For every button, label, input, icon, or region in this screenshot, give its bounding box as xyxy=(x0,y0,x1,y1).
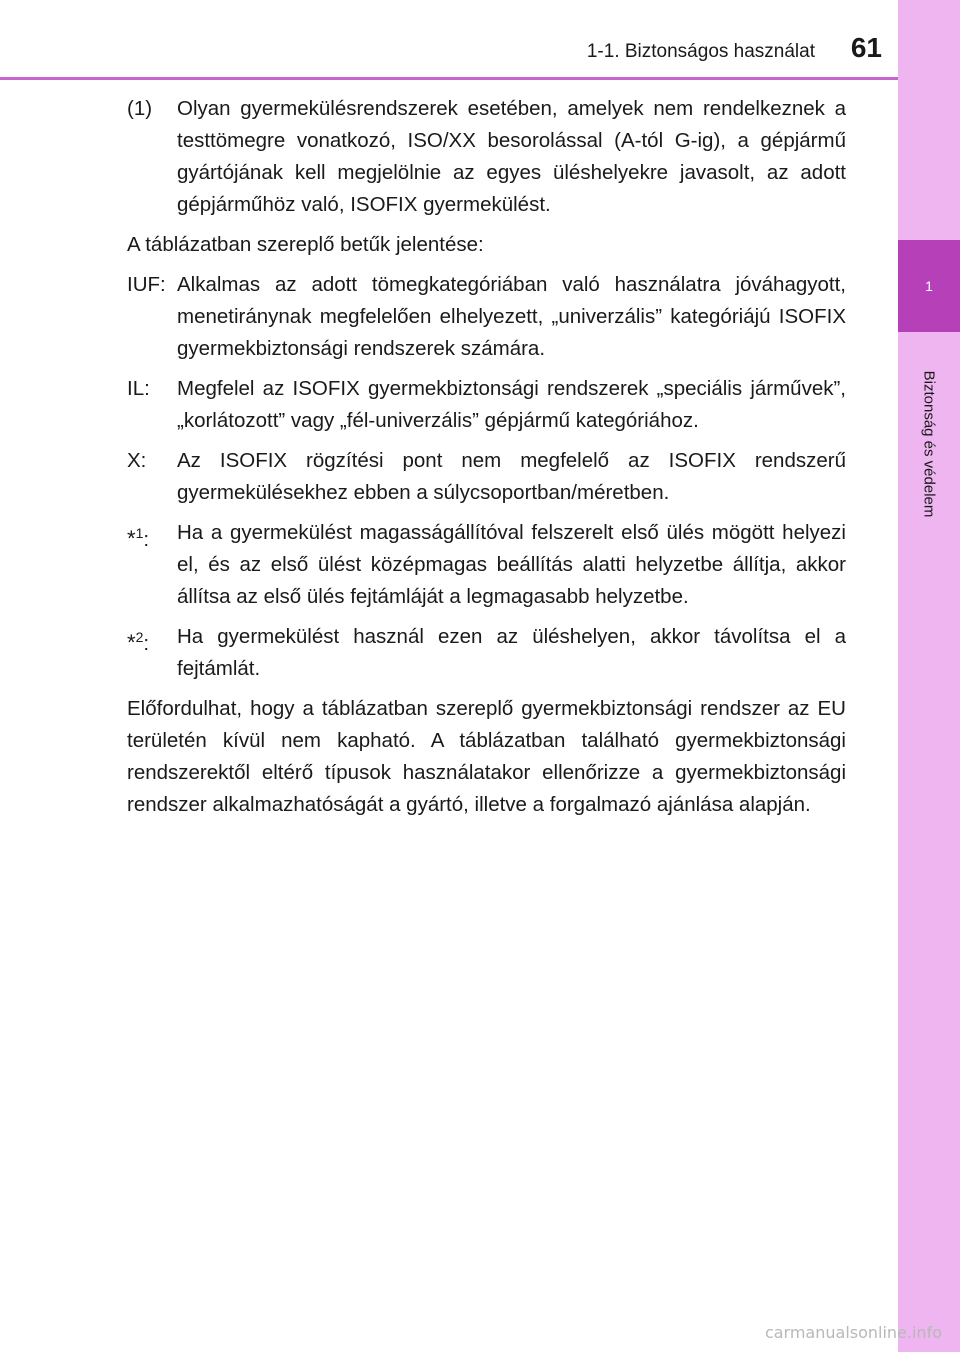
watermark: carmanualsonline.info xyxy=(764,1323,942,1342)
footnote-colon: : xyxy=(143,632,150,655)
chapter-number: 1 xyxy=(925,278,933,294)
legend-item-x xyxy=(127,445,846,509)
legend-text: Alkalmas az adott tömegkategóriában való használatra jóváhagyott, menetiránynak megfelelően elhelyezett, „univerzális” kategóriájú ISOFIX gyermekbiztonsági rendszerek számára. xyxy=(177,273,846,360)
footnote-number: 2 xyxy=(135,629,144,645)
footnote-marker xyxy=(127,621,177,685)
item-marker: (1) xyxy=(127,97,153,120)
footnote-colon: : xyxy=(143,528,150,551)
page-number: 61 xyxy=(850,32,882,63)
chapter-tab[interactable] xyxy=(898,240,960,332)
legend-item-iuf xyxy=(127,269,846,365)
legend-marker: IL: xyxy=(127,377,150,400)
item-text: Olyan gyermekülésrendszerek esetében, amelyek nem rendelkeznek a testtömegre vonatkozó, ISO/XX besorolással (A-tól G-ig), a gépjármű gyártójának kell megjelölnie az egyes üléshelyekre javasolt, az adott gépjárműhöz való, ISOFIX gyermekülést. xyxy=(177,97,846,216)
legend-text: Megfelel az ISOFIX gyermekbiztonsági rendszerek „speciális járművek”, „korlátozott” vagy „fél-univerzális” gépjármű kategóriához. xyxy=(177,377,846,432)
legend-item-il xyxy=(127,373,846,437)
legend-marker: X: xyxy=(127,449,147,472)
footnote-2 xyxy=(127,621,846,685)
chapter-sidebar xyxy=(898,0,960,1352)
footnote-number: 1 xyxy=(135,525,144,541)
page-content xyxy=(127,93,846,829)
legend-marker: IUF: xyxy=(127,273,166,296)
footnote-marker xyxy=(127,517,177,613)
chapter-title: Biztonság és védelem xyxy=(920,370,938,518)
legend-intro: A táblázatban szereplő betűk jelentése: xyxy=(127,233,484,256)
footnote-1 xyxy=(127,517,846,613)
closing-paragraph: Előfordulhat, hogy a táblázatban szereplő gyermekbiztonsági rendszer az EU területén kívül nem kapható. A táblázatban található gyermekbiztonsági rendszerektől eltérő típusok használatakor ellenőrizze a gyermekbiztonsági rendszer alkalmazhatóságát a gyártó, illetve a forgalmazó ajánlása alapján. xyxy=(127,697,846,816)
footnote-text: Ha a gyermekülést magasságállítóval felszerelt első ülés mögött helyezi el, és az első ülést középmagas beállítás alatti helyzetbe állítja, akkor állítsa az első ülés fejtámláját a legmagasabb helyzetbe. xyxy=(177,521,846,608)
footnote-star: * xyxy=(127,630,136,655)
section-label: 1-1. Biztonságos használat xyxy=(586,41,815,62)
footnote-text: Ha gyermekülést használ ezen az üléshelyen, akkor távolítsa el a fejtámlát. xyxy=(177,625,846,680)
legend-text: Az ISOFIX rögzítési pont nem megfelelő az ISOFIX rendszerű gyermekülésekhez ebben a súlycsoportban/méretben. xyxy=(177,449,846,504)
list-item-1 xyxy=(127,93,846,221)
footnote-star: * xyxy=(127,526,136,551)
header-divider xyxy=(0,77,898,80)
